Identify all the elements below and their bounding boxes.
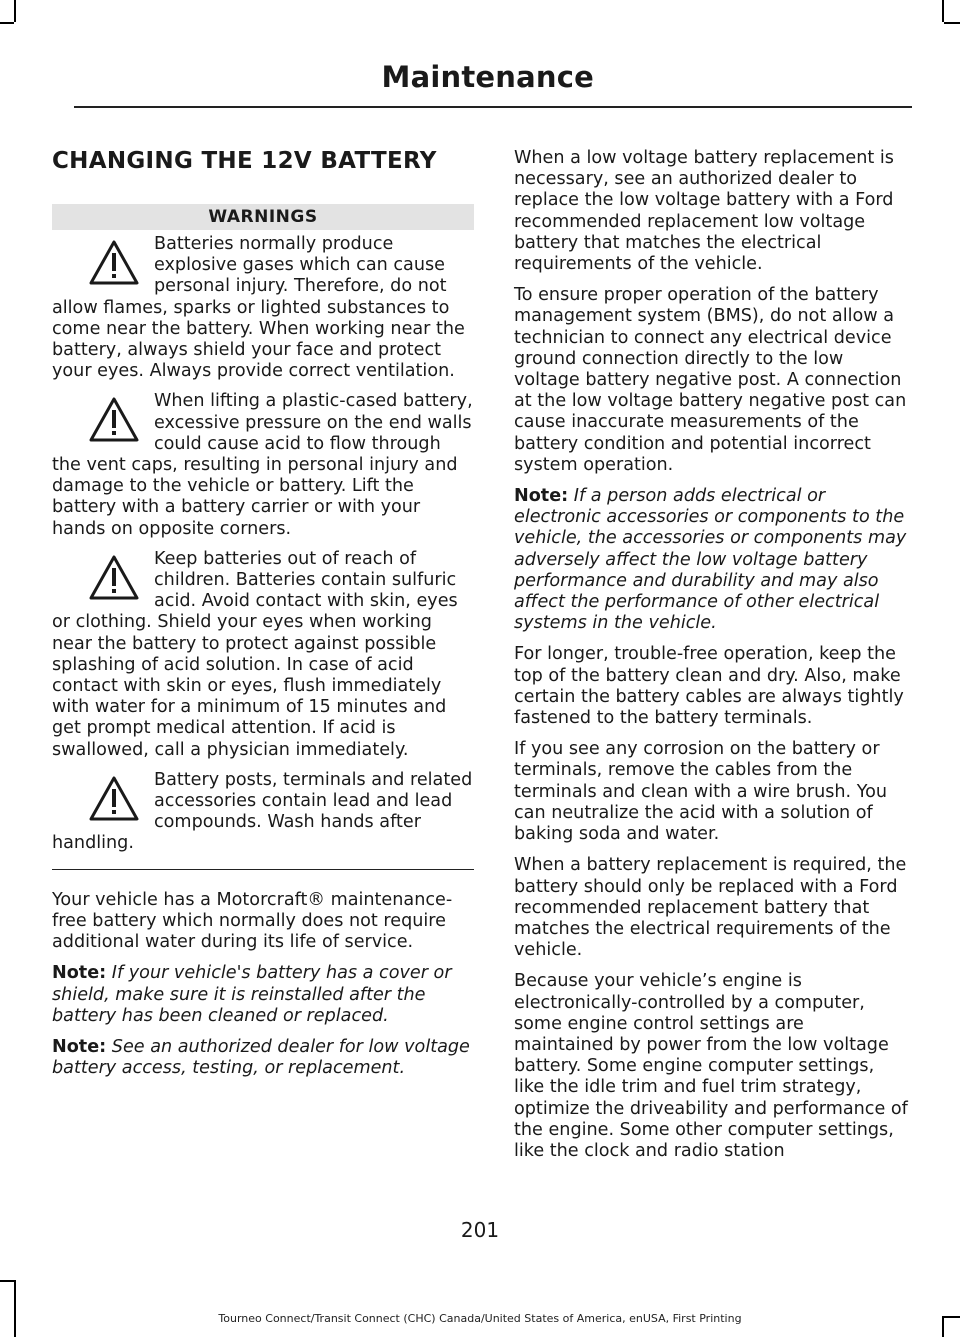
crop-mark: [944, 22, 960, 24]
page-header-title: Maintenance: [381, 60, 594, 94]
warning-triangle-icon: [88, 238, 140, 290]
warnings-end-rule: [52, 869, 474, 870]
paragraph: Your vehicle has a Motorcraft® maintenance-free battery which normally does not require additional water during its life of service.: [52, 889, 453, 953]
note-label: Note:: [514, 486, 569, 507]
warning-item: [52, 234, 474, 382]
warning-text: Keep batteries out of reach of children. Batteries contain sulfuric acid. Avoid contact with skin, eyes or clothing. Shield your eyes when working near the battery to protect against possible splashing of acid solution. In case of acid contact with skin or eyes, flush immediately with water for a minimum of 15 minutes and get prompt medical attention. If acid is swallowed, call a physician immediately.: [52, 548, 458, 760]
paragraph: To ensure proper operation of the battery management system (BMS), do not allow a technician to connect any electrical device ground connection directly to the low voltage battery negative post. A connection at the low voltage battery negative post can cause inaccurate measurements of the battery condition and potential incorrect system operation.: [514, 285, 907, 475]
warning-text: Battery posts, terminals and related accessories contain lead and lead compounds. Wash hands after handling.: [52, 769, 473, 854]
crop-mark: [942, 0, 944, 22]
left-column: [52, 146, 474, 1089]
note-label: Note:: [52, 963, 107, 984]
warning-item: [52, 391, 474, 539]
right-column: [514, 148, 908, 1172]
note: [52, 1037, 474, 1079]
note: [514, 486, 908, 634]
warning-triangle-icon: [88, 553, 140, 605]
note-text: See an authorized dealer for low voltage battery access, testing, or replacement.: [52, 1036, 470, 1079]
warning-text: When lifting a plastic-cased battery, excessive pressure on the end walls could cause acid to flow through the vent caps, resulting in personal injury and damage to the vehicle or battery. Lift the battery with a battery carrier or with your hands on opposite corners.: [52, 391, 473, 539]
note-text: If a person adds electrical or electronic accessories or components to the vehicle, the accessories or components may adversely affect the low voltage battery performance and durability and may also affect the performance of other electrical systems in the vehicle.: [514, 486, 907, 634]
warning-triangle-icon: [88, 395, 140, 447]
crop-mark: [0, 22, 14, 24]
paragraph: If you see any corrosion on the battery or terminals, remove the cables from the terminals and clean with a wire brush. You can neutralize the acid with a solution of baking soda and water.: [514, 739, 888, 845]
header-rule: [74, 106, 912, 108]
page-footer: Tourneo Connect/Transit Connect (CHC) Canada/United States of America, enUSA, First Printing: [218, 1312, 742, 1325]
warning-item: [52, 549, 474, 761]
note-text: If your vehicle's battery has a cover or shield, make sure it is reinstalled after the battery has been cleaned or replaced.: [52, 963, 452, 1026]
crop-mark: [14, 0, 16, 22]
warning-text: Batteries normally produce explosive gases which can cause personal injury. Therefore, do not allow flames, sparks or lighted substances to come near the battery. When working near the battery, always shield your face and protect your eyes. Always provide correct ventilation.: [52, 234, 465, 382]
note: [52, 963, 474, 1027]
crop-mark: [0, 1280, 14, 1282]
section-title: CHANGING THE 12V BATTERY: [52, 148, 437, 174]
page-number: 201: [460, 1218, 500, 1242]
paragraph: When a low voltage battery replacement is necessary, see an authorized dealer to replace the low voltage battery with a Ford recommended replacement low voltage battery that matches the electrical requirements of the vehicle.: [514, 148, 894, 275]
note-label: Note:: [52, 1036, 107, 1057]
warnings-heading: WARNINGS: [52, 204, 474, 230]
crop-mark: [14, 1280, 16, 1337]
paragraph: Because your vehicle’s engine is electronically-controlled by a computer, some engine control settings are maintained by power from the low voltage battery. Some engine computer settings, like the idle trim and fuel trim strategy, optimize the driveability and performance of the engine. Some other computer settings, like the clock and radio station: [514, 971, 908, 1161]
warning-triangle-icon: [88, 774, 140, 826]
paragraph: For longer, trouble-free operation, keep the top of the battery clean and dry. Also, make certain the battery cables are always tightly fastened to the battery terminals.: [514, 644, 904, 729]
paragraph: When a battery replacement is required, the battery should only be replaced with a Ford recommended replacement battery that matches the electrical requirements of the vehicle.: [514, 855, 907, 961]
warning-item: [52, 770, 474, 855]
